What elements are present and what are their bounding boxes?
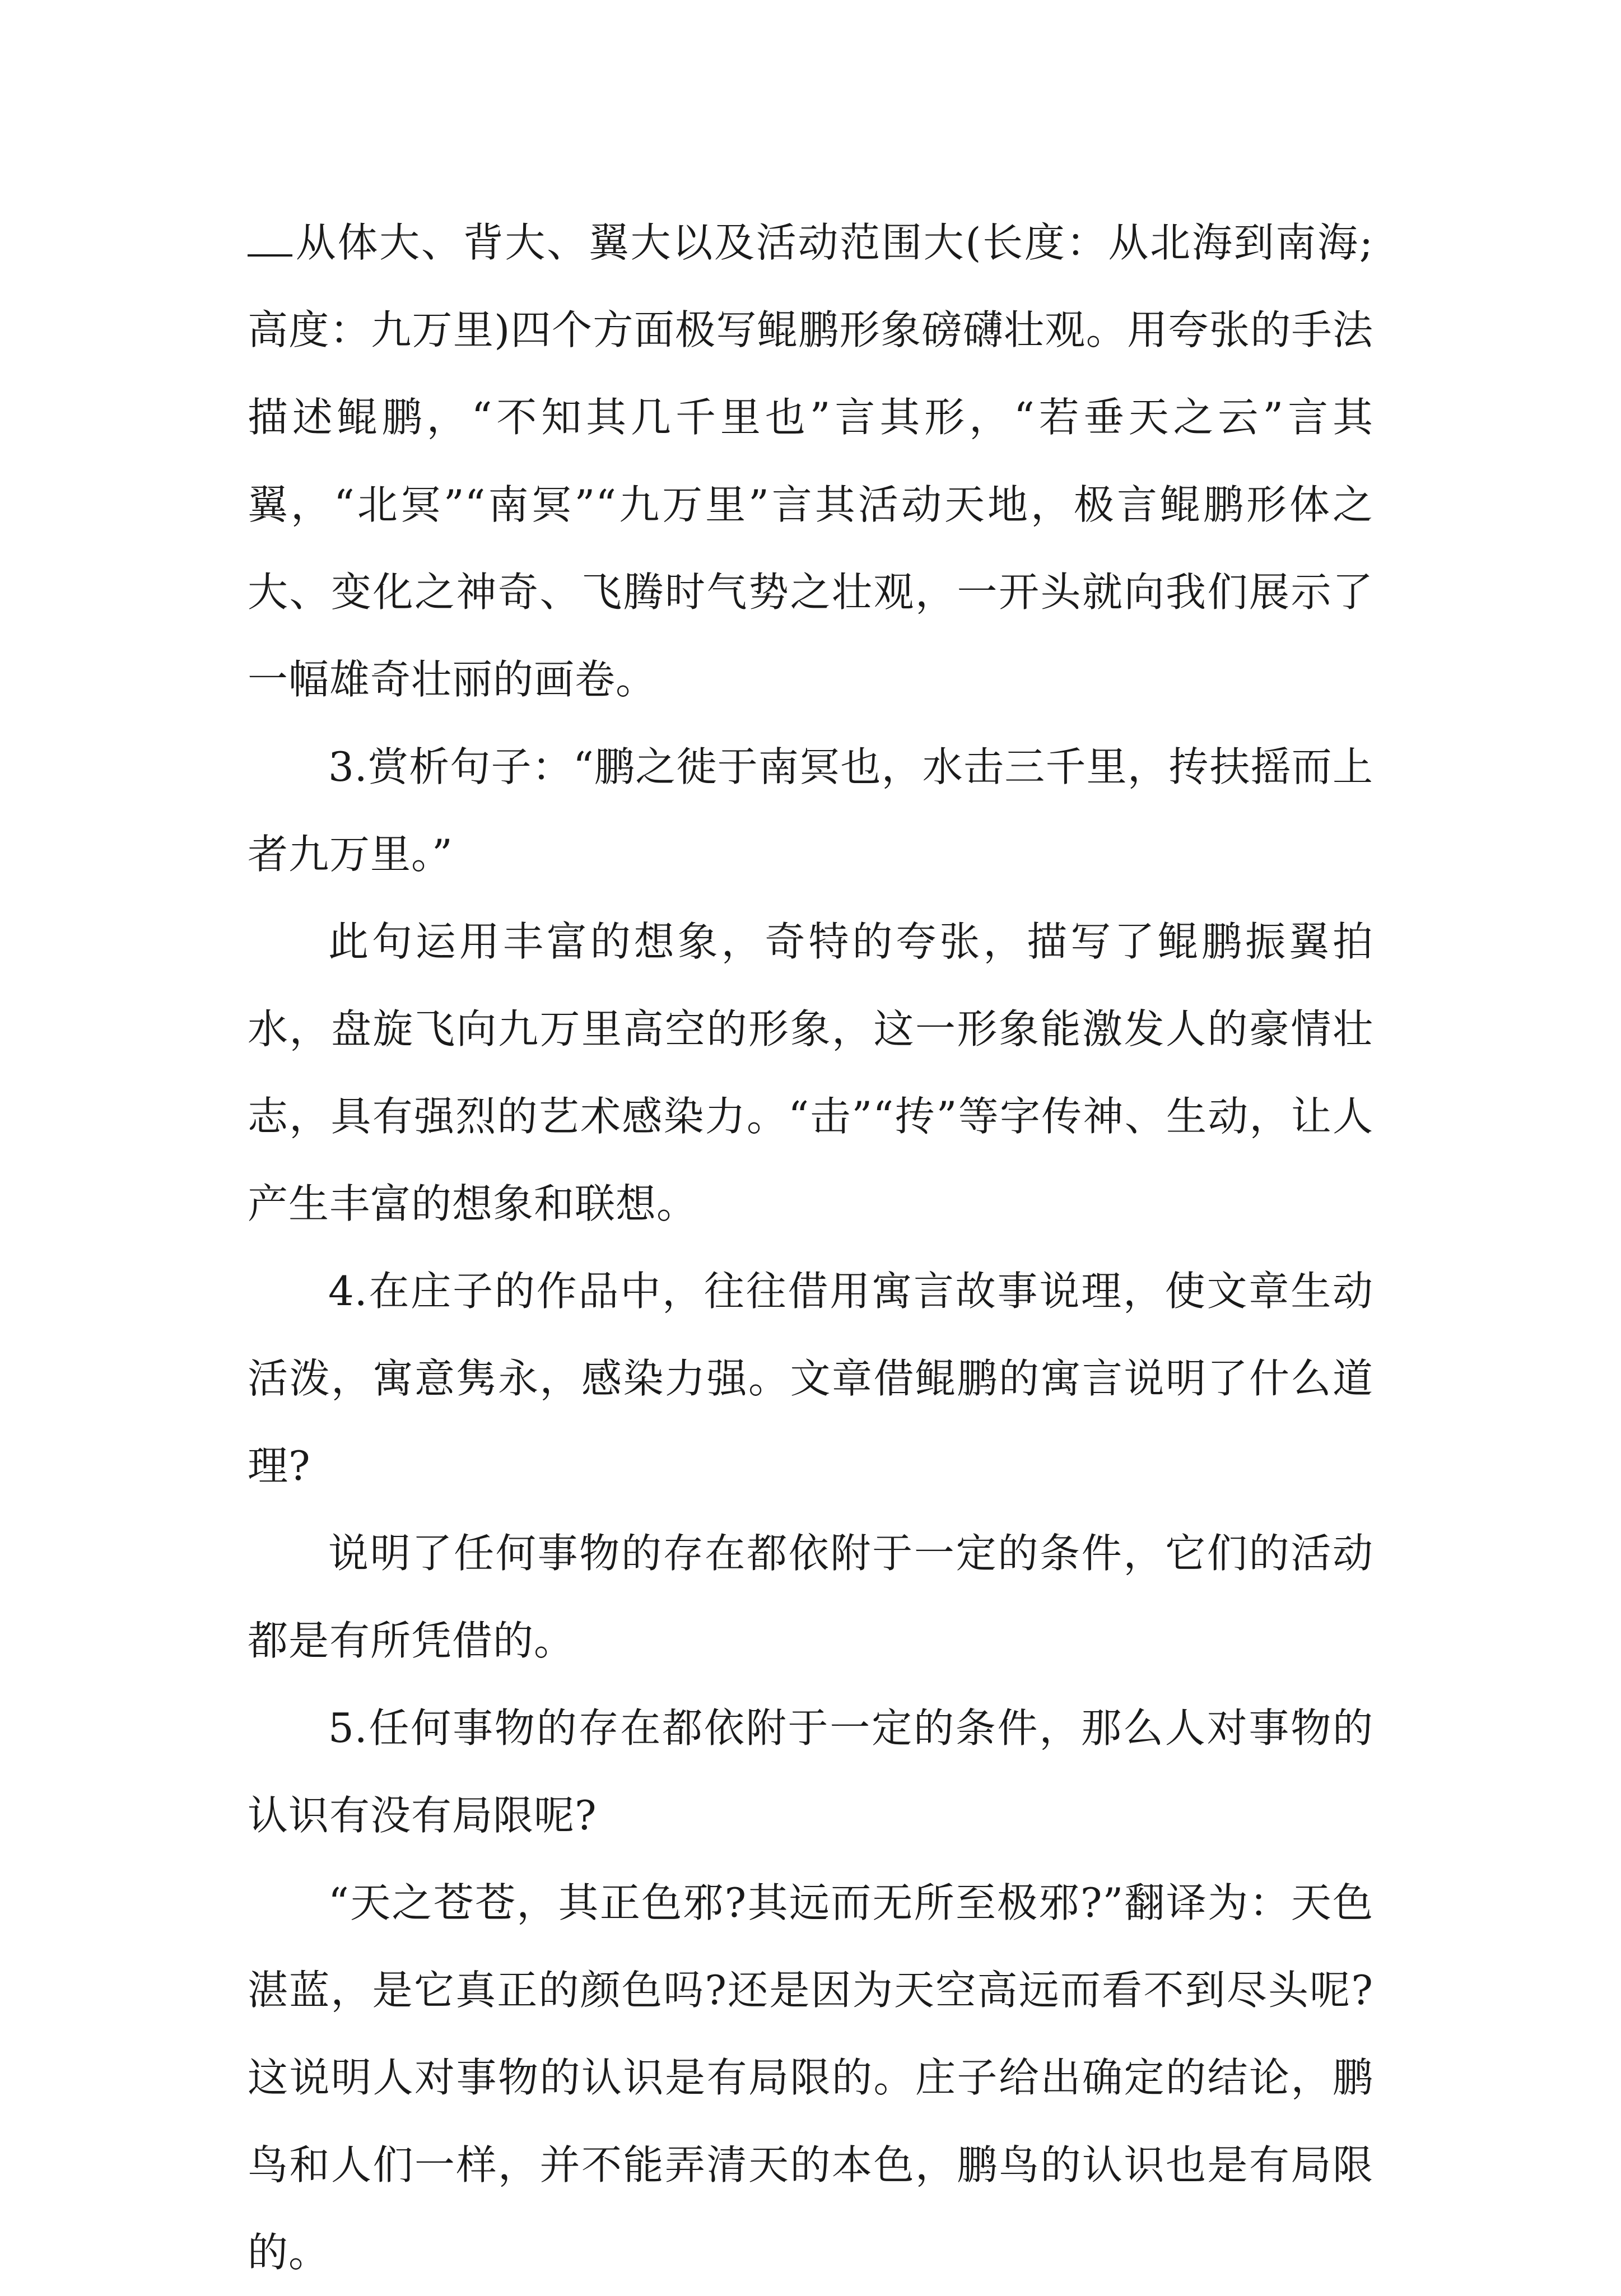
paragraph-7-answer-5: “天之苍苍，其正色邪?其远而无所至极邪?”翻译为：天色湛蓝，是它真正的颜色吗?还是因为天空高远而看不到尽头呢?这说明人对事物的认识是有局限的。庄子给出确定的结论，鹏鸟和人们一样，并不能弄清天的本色，鹏鸟的认识也是有局限的。: [248, 1879, 1373, 2276]
body-text: [248, 199, 1373, 2296]
paragraph-5-answer-4: 说明了任何事物的存在都依附于一定的条件，它们的活动都是有所凭借的。: [248, 1530, 1373, 1664]
paragraph-6-question-5: 5.任何事物的存在都依附于一定的条件，那么人对事物的认识有没有局限呢?: [248, 1704, 1373, 1839]
paragraph-3-answer-3: 此句运用丰富的想象，奇特的夸张，描写了鲲鹏振翼拍水，盘旋飞向九万里高空的形象，这一形象能激发人的豪情壮志，具有强烈的艺术感染力。“击”“抟”等字传神、生动，让人产生丰富的想象和联想。: [248, 918, 1373, 1227]
paragraph-1: [248, 199, 1373, 723]
paragraph-4-question-4: 4.在庄子的作品中，往往借用寓言故事说理，使文章生动活泼，寓意隽永，感染力强。文章借鲲鹏的寓言说明了什么道理?: [248, 1268, 1373, 1489]
paragraph-1-text: 从体大、背大、翼大以及活动范围大(长度：从北海到南海;高度：九万里)四个方面极写鲲鹏形象磅礴壮观。用夸张的手法描述鲲鹏，“不知其几千里也”言其形，“若垂天之云”言其翼，“北冥”“南冥”“九万里”言其活动天地，极言鲲鹏形体之大、变化之神奇、飞腾时气势之壮观，一开头就向我们展示了一幅雄奇壮丽的画卷。: [248, 219, 1373, 703]
leading-underline: [248, 252, 292, 257]
paragraph-2-question-3: 3.赏析句子：“鹏之徙于南冥也，水击三千里，抟扶摇而上者九万里。”: [248, 743, 1373, 878]
